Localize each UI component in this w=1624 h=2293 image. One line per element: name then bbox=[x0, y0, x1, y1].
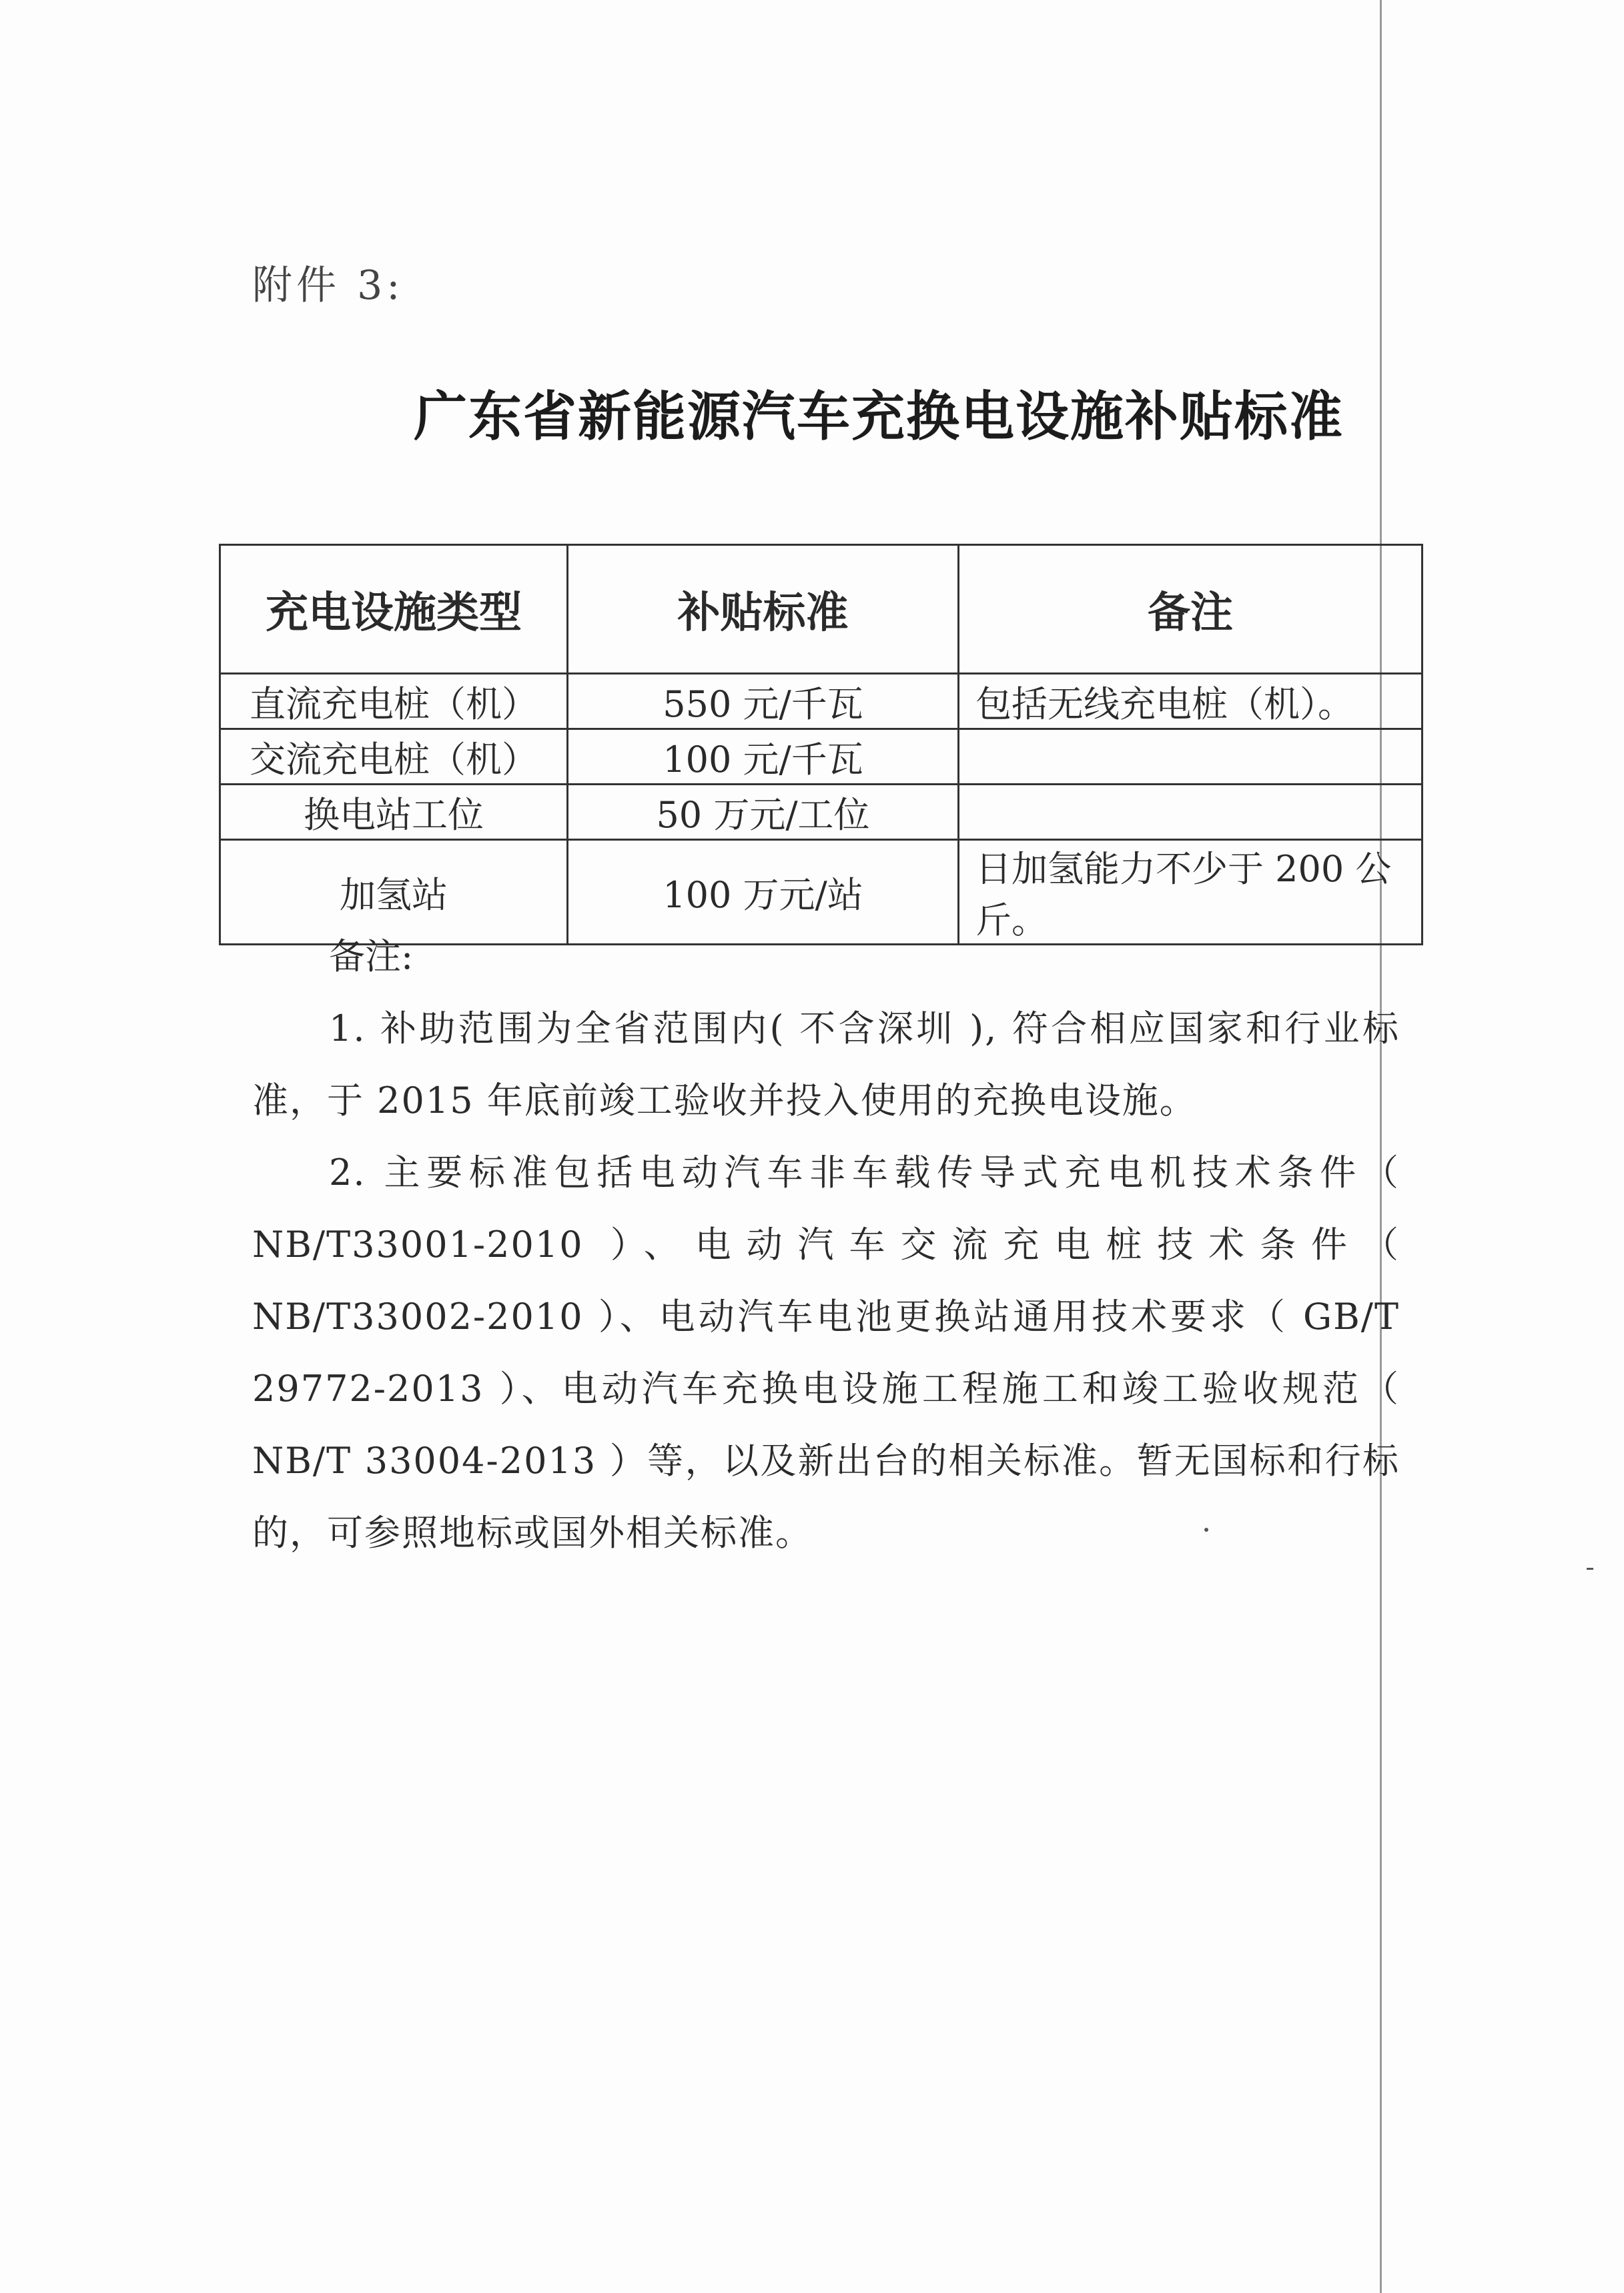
scan-speck bbox=[1587, 1568, 1593, 1570]
note-item-2: 2. 主要标准包括电动汽车非车载传导式充电机技术条件（ NB/T33001-2010 ）、电动汽车交流充电桩技术条件（ NB/T33002-2010 ）、电动汽车电池更换站通用技术要求（ GB/T 29772-2013 ）、电动汽车充换电设施工程施工和竣工验收规范（ NB/T 33004-2013 ）等，以及新出台的相关标准。暂无国标和行标的，可参照地标或国外相关标准。 bbox=[252, 1152, 1400, 1554]
notes-section bbox=[252, 921, 1400, 1569]
cell-facility-type: 交流充电桩（机） bbox=[220, 729, 568, 785]
notes-heading: 备注: bbox=[329, 935, 414, 977]
table-row bbox=[220, 729, 1423, 785]
attachment-label: 附件 3: bbox=[252, 262, 404, 309]
cell-remarks bbox=[959, 729, 1423, 785]
header-facility-type: 充电设施类型 bbox=[220, 545, 568, 674]
note-item-1: 1. 补助范围为全省范围内( 不含深圳 ), 符合相应国家和行业标准，于 2015 年底前竣工验收并投入使用的充换电设施。 bbox=[252, 1007, 1400, 1121]
scan-speck bbox=[1204, 1528, 1208, 1532]
table-row bbox=[220, 674, 1423, 729]
cell-remarks: 日加氢能力不少于 200 公斤。 bbox=[959, 840, 1423, 945]
cell-remarks: 包括无线充电桩（机）。 bbox=[959, 674, 1423, 729]
header-remarks: 备注 bbox=[959, 545, 1423, 674]
document-title: 广东省新能源汽车充换电设施补贴标准 bbox=[414, 385, 1344, 448]
header-subsidy-standard: 补贴标准 bbox=[568, 545, 959, 674]
cell-subsidy-standard: 550 元/千瓦 bbox=[568, 674, 959, 729]
cell-facility-type: 换电站工位 bbox=[220, 785, 568, 840]
subsidy-table bbox=[219, 544, 1423, 945]
cell-facility-type: 直流充电桩（机） bbox=[220, 674, 568, 729]
table-header-row bbox=[220, 545, 1423, 674]
cell-subsidy-standard: 100 元/千瓦 bbox=[568, 729, 959, 785]
cell-facility-type: 加氢站 bbox=[220, 840, 568, 945]
cell-subsidy-standard: 100 万元/站 bbox=[568, 840, 959, 945]
table-row bbox=[220, 785, 1423, 840]
cell-remarks bbox=[959, 785, 1423, 840]
cell-subsidy-standard: 50 万元/工位 bbox=[568, 785, 959, 840]
